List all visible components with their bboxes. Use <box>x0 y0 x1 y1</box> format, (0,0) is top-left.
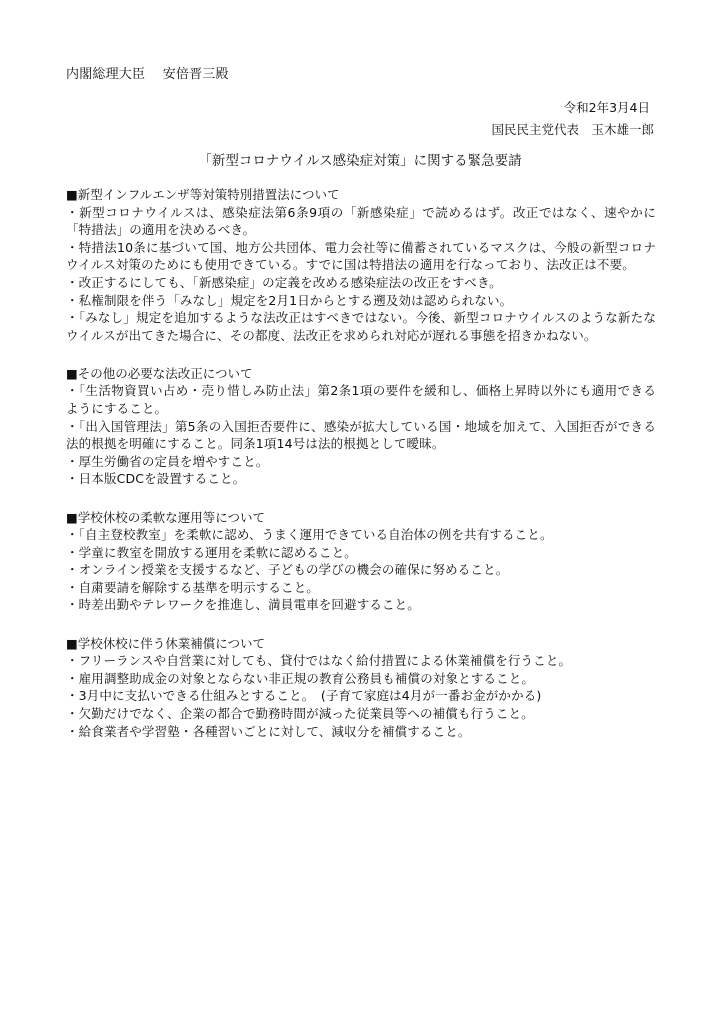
list-item: ・「みなし」規定を追加するような法改正はすべきではない。今後、新型コロナウイルスのような新たなウイルスが出てきた場合に、その都度、法改正を求められ対応が遅れる事態を招きかねない。 <box>66 310 656 343</box>
document-title: 「新型コロナウイルス感染症対策」に関する緊急要請 <box>198 153 522 169</box>
list-item: ・オンライン授業を支援するなど、子どもの学びの機会の確保に努めること。 <box>66 562 509 578</box>
document-date: 令和2年3月4日 <box>563 100 650 115</box>
list-item: ・フリーランスや自営業に対しても、貸付ではなく給付措置による休業補償を行うこと。 <box>66 653 572 669</box>
list-item: ・雇用調整助成金の対象とならない非正規の教育公務員も補償の対象とすること。 <box>66 670 535 686</box>
section-special-measures-act <box>66 186 656 344</box>
list-item: ・「自主登校教室」を柔軟に認め、うまく運用できている自治体の例を共有すること。 <box>66 527 553 543</box>
section-heading: ■学校休校の柔軟な運用等について <box>66 509 266 525</box>
section-leave-compensation <box>66 635 656 741</box>
section-heading: ■新型インフルエンザ等対策特別措置法について <box>66 187 340 202</box>
addressee: 内閣総理大臣 安倍晋三殿 <box>66 67 229 82</box>
list-item: ・特措法10条に基づいて国、地方公共団体、電力会社等に備蓄されているマスクは、今般の新型コロナウイルス対策のためにも使用できている。すでに国は特措法の適用を行なっており、法改正は不要。 <box>66 239 656 273</box>
sender: 国民民主党代表 玉木雄一郎 <box>491 122 654 137</box>
list-item: ・新型コロナウイルスは、感染症法第6条9項の「新感染症」で読めるはず。改正ではなく、速やかに「特措法」の適用を決めるべき。 <box>66 204 656 238</box>
section-heading: ■その他の必要な法改正について <box>66 365 253 381</box>
list-item: ・自粛要請を解除する基準を明示すること。 <box>66 579 320 595</box>
list-item: ・「生活物資買い占め・売り惜しみ防止法」第2条1項の要件を緩和し、価格上昇時以外にも適用できるようにすること。 <box>66 383 656 417</box>
list-item: ・3月中に支払いできる仕組みとすること。 (子育て家庭は4月が一番お金がかかる) <box>66 688 542 704</box>
list-item: ・厚生労働省の定員を増やすこと。 <box>66 453 269 469</box>
sections-container <box>66 186 656 761</box>
list-item: ・欠勤だけでなく、企業の都合で勤務時間が減った従業員等への補償も行うこと。 <box>66 705 534 721</box>
section-heading: ■学校休校に伴う休業補償について <box>66 635 266 651</box>
section-school-closure-operation <box>66 509 656 615</box>
list-item: ・学童に教室を開放する運用を柔軟に認めること。 <box>66 544 357 560</box>
list-item: ・日本版CDCを設置すること。 <box>66 471 246 487</box>
list-item: ・「出入国管理法」第5条の入国拒否要件に、感染が拡大している国・地域を加えて、入国拒否ができる法的根拠を明確にすること。同条1項14号は法的根拠として曖昧。 <box>66 418 656 452</box>
list-item: ・時差出勤やテレワークを推進し、満員電車を回避すること。 <box>66 597 420 613</box>
list-item: ・給食業者や学習塾・各種習いごとに対して、減収分を補償すること。 <box>66 723 471 739</box>
section-other-law-revisions <box>66 365 656 488</box>
list-item: ・私権制限を伴う「みなし」規定を2月1日からとする遡及効は認められない。 <box>66 292 513 308</box>
list-item: ・改正するにしても、「新感染症」の定義を改める感染症法の改正をすべき。 <box>66 274 502 290</box>
